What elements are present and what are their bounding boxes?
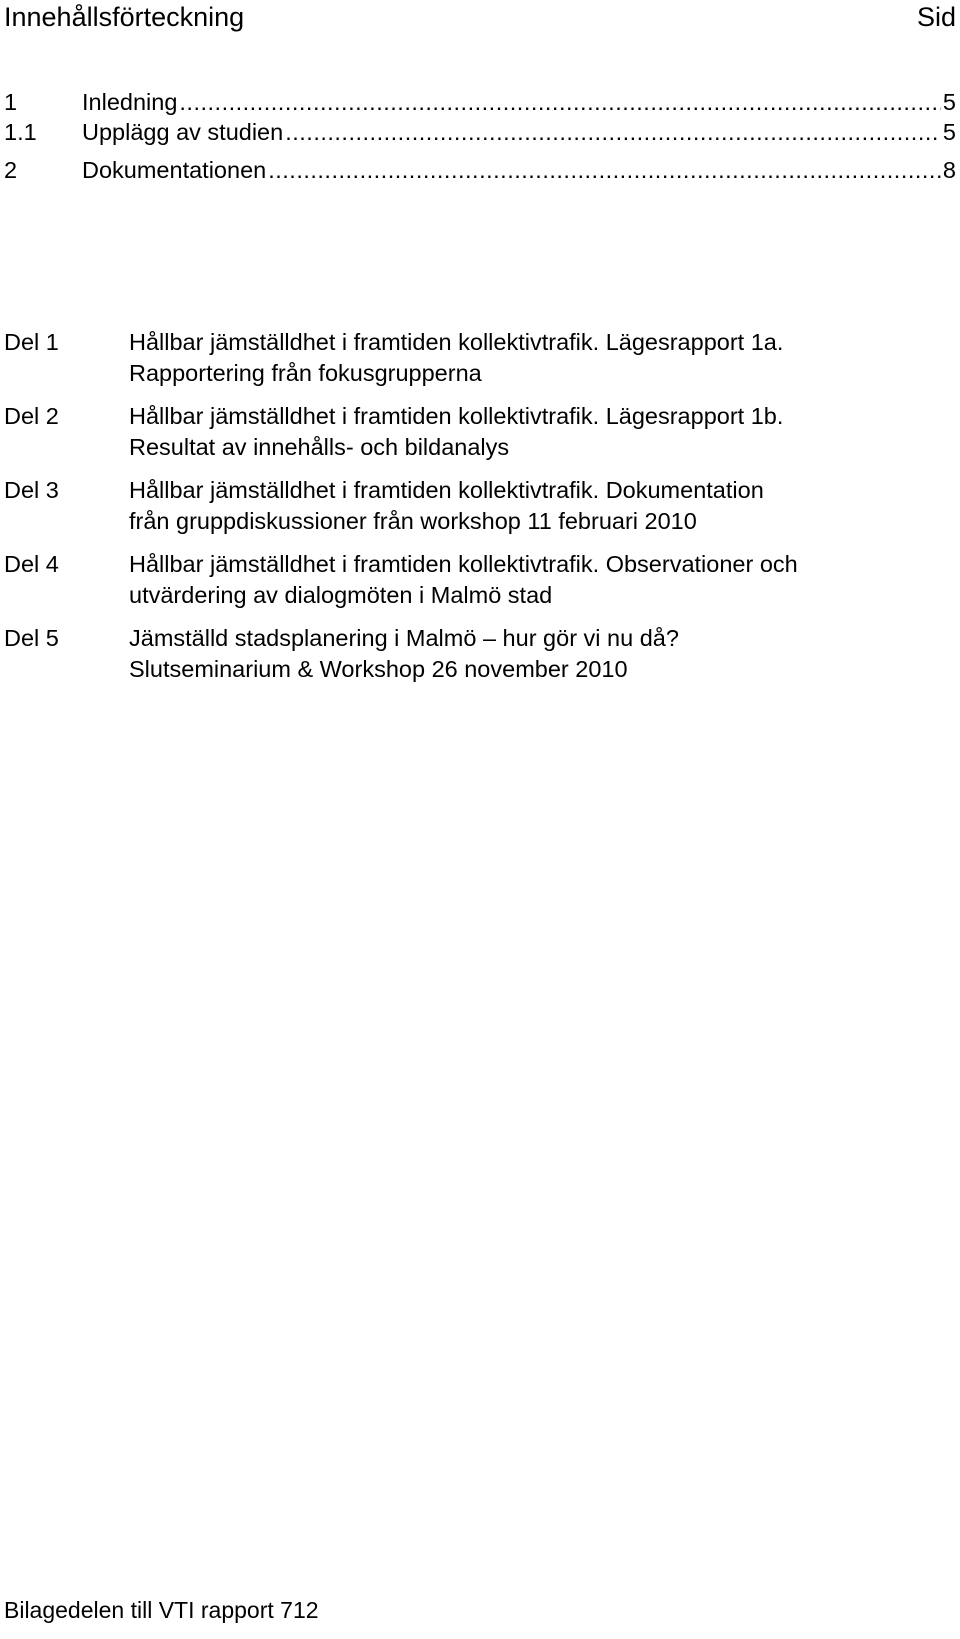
toc-dot-leader xyxy=(179,87,941,117)
part-item-del-5 xyxy=(4,623,956,685)
toc-entry[interactable] xyxy=(4,117,956,147)
part-description-line: från gruppdiskussioner från workshop 11 februari 2010 xyxy=(129,508,697,534)
part-description-line: Slutseminarium & Workshop 26 november 2010 xyxy=(129,656,628,682)
toc-dot-leader xyxy=(268,155,941,185)
part-description-line: Hållbar jämställdhet i framtiden kollektivtrafik. Dokumentation xyxy=(129,477,764,503)
toc-list xyxy=(4,87,956,185)
part-item-del-4 xyxy=(4,549,956,611)
toc-heading-row xyxy=(4,0,956,34)
part-description-line: Hållbar jämställdhet i framtiden kollektivtrafik. Lägesrapport 1b. xyxy=(129,403,784,429)
part-description xyxy=(129,401,956,463)
part-description xyxy=(129,549,956,611)
toc-entry[interactable] xyxy=(4,87,956,117)
toc-entry[interactable] xyxy=(4,155,956,185)
part-description xyxy=(129,475,956,537)
part-description-line: Jämställd stadsplanering i Malmö – hur gör vi nu då? xyxy=(129,625,679,651)
toc-entry-page: 5 xyxy=(942,89,956,115)
part-description xyxy=(129,327,956,389)
part-description-line: Hållbar jämställdhet i framtiden kollektivtrafik. Observationer och xyxy=(129,551,798,577)
part-description-line: Rapportering från fokusgrupperna xyxy=(129,360,482,386)
toc-heading: Innehållsförteckning xyxy=(4,2,245,32)
page-footer: Bilagedelen till VTI rapport 712 xyxy=(4,1597,319,1623)
part-label: Del 2 xyxy=(4,403,59,429)
part-label: Del 4 xyxy=(4,551,59,577)
part-item-del-3 xyxy=(4,475,956,537)
part-description-line: Resultat av innehålls- och bildanalys xyxy=(129,434,510,460)
toc-entry-number: 1.1 xyxy=(4,119,37,145)
page-column-label: Sid xyxy=(916,2,956,32)
part-description-line: Hållbar jämställdhet i framtiden kollektivtrafik. Lägesrapport 1a. xyxy=(129,329,784,355)
part-label: Del 3 xyxy=(4,477,59,503)
part-item-del-1 xyxy=(4,327,956,389)
toc-dot-leader xyxy=(285,117,941,147)
toc-entry-page: 8 xyxy=(942,157,956,183)
appendix-parts-list xyxy=(4,327,956,697)
part-label: Del 1 xyxy=(4,329,59,355)
part-description xyxy=(129,623,956,685)
part-description-line: utvärdering av dialogmöten i Malmö stad xyxy=(129,582,553,608)
toc-entry-title: Inledning xyxy=(82,89,178,115)
part-item-del-2 xyxy=(4,401,956,463)
toc-entry-number: 2 xyxy=(4,157,18,183)
toc-entry-title: Dokumentationen xyxy=(82,157,267,183)
part-label: Del 5 xyxy=(4,625,59,651)
toc-entry-number: 1 xyxy=(4,89,18,115)
toc-entry-page: 5 xyxy=(942,119,956,145)
toc-entry-title: Upplägg av studien xyxy=(82,119,284,145)
